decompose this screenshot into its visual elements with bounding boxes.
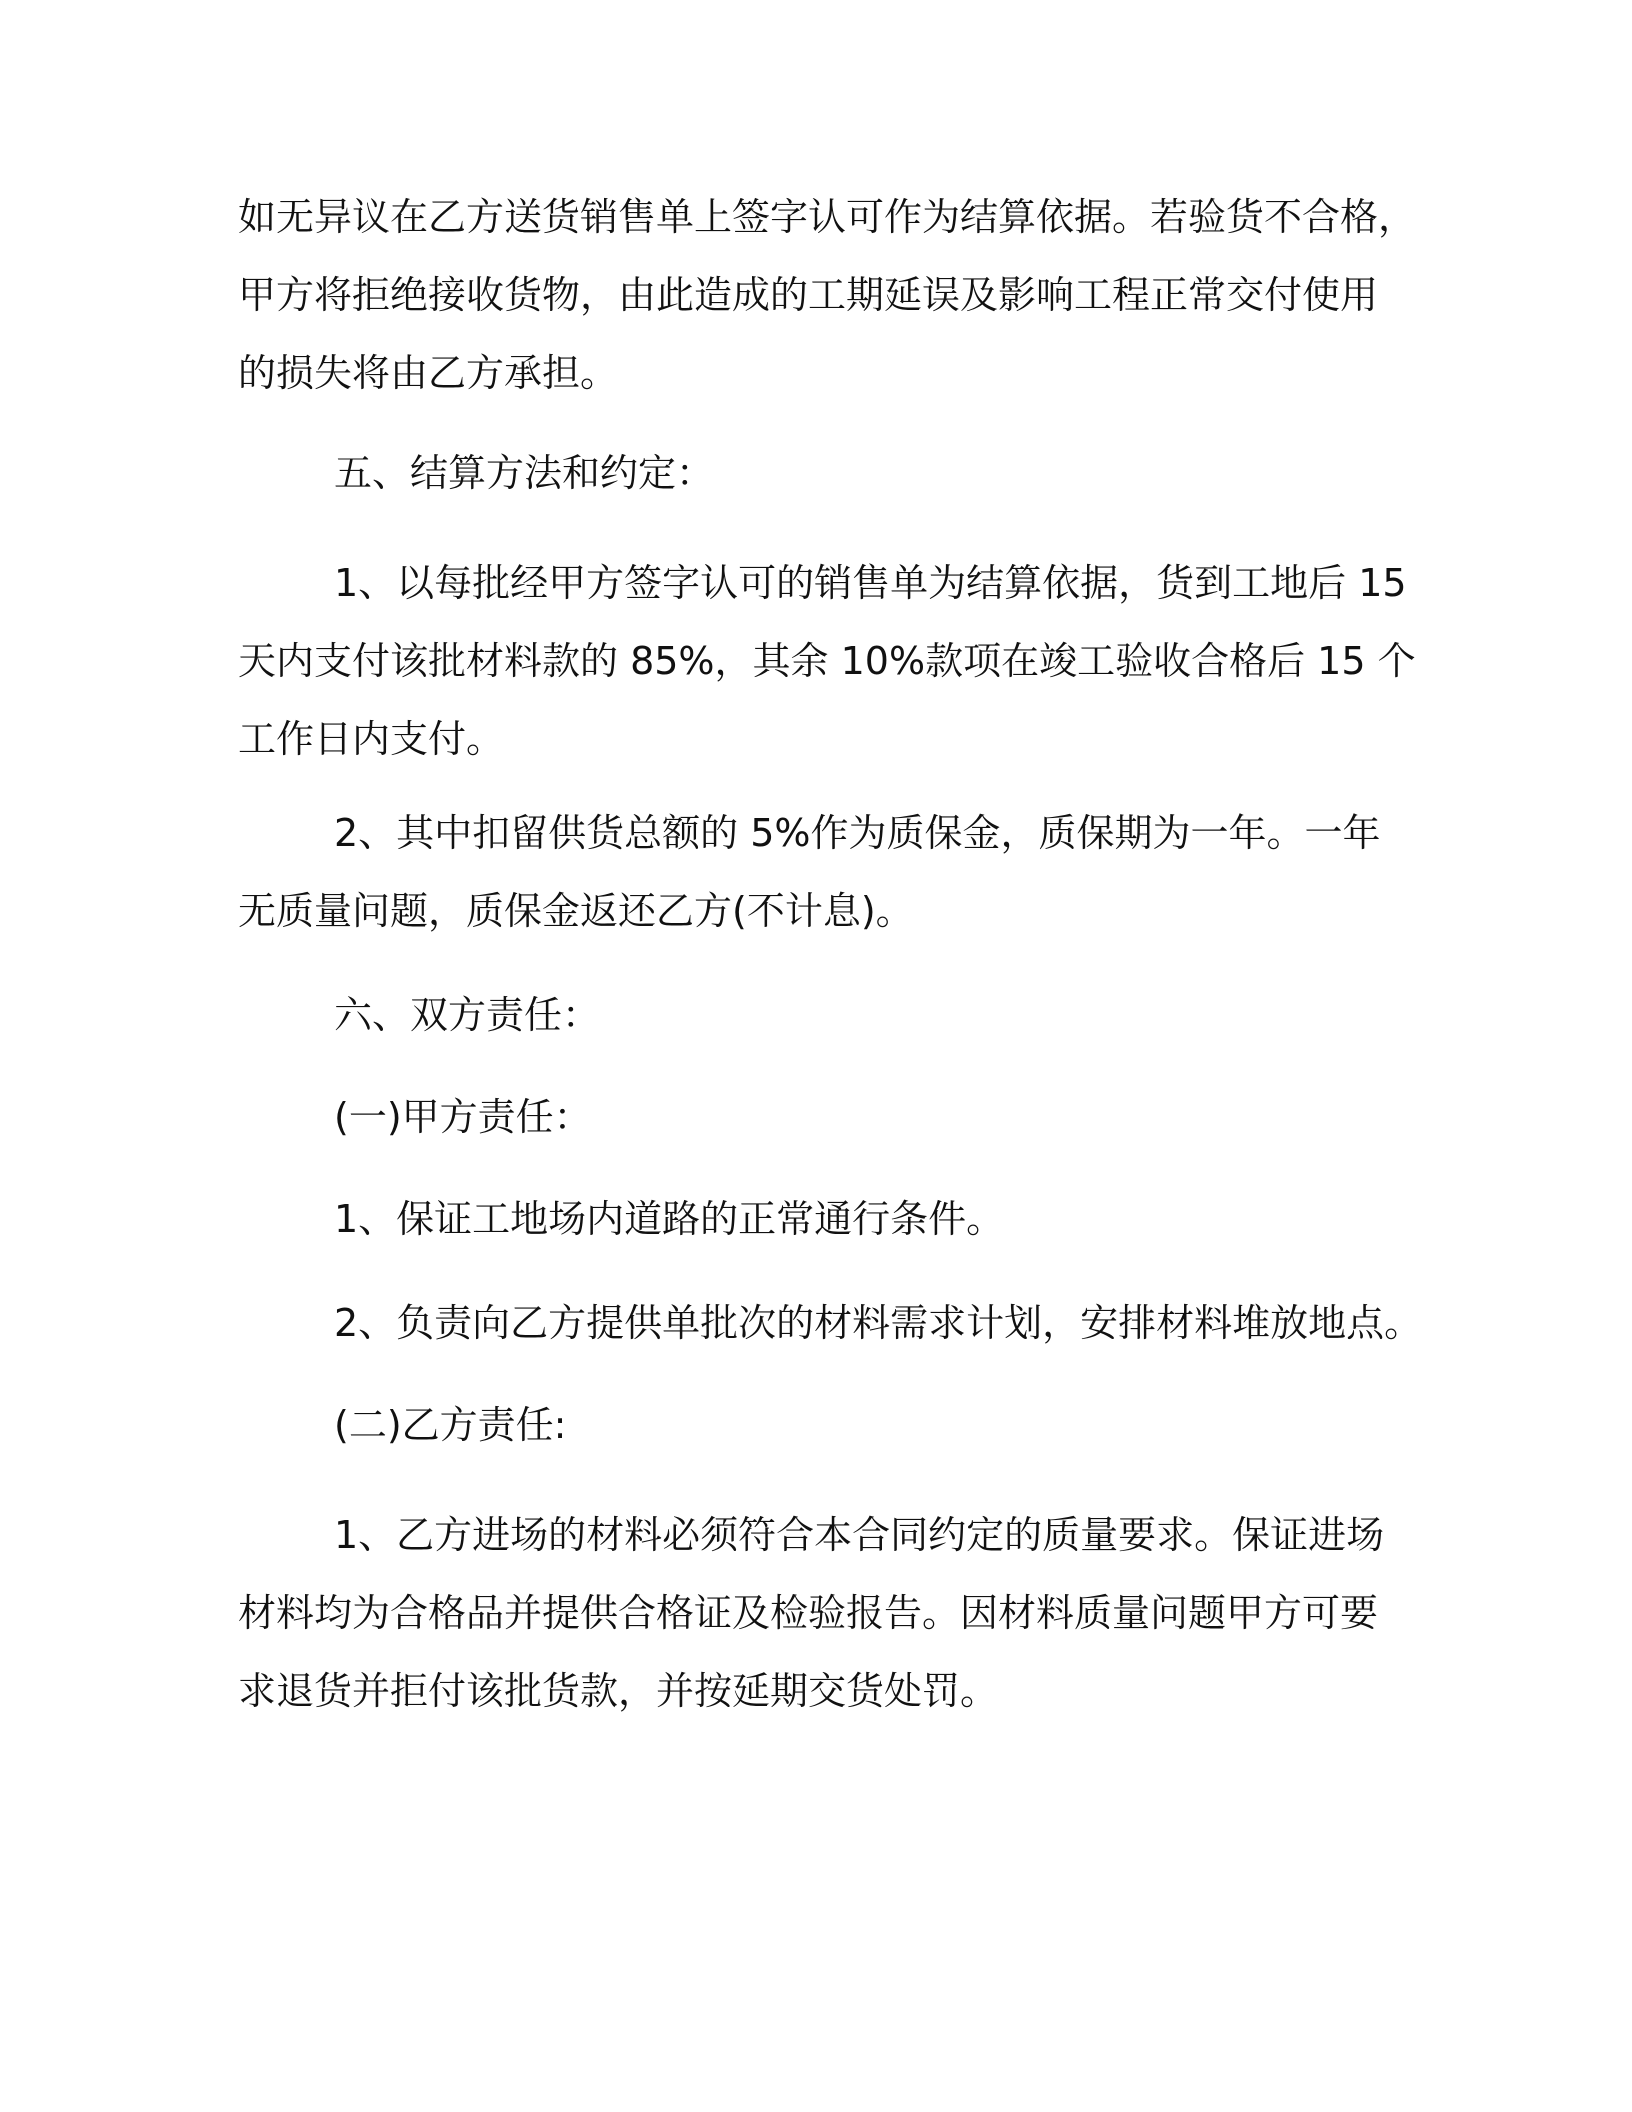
heading-line: 六、双方责任： [334, 993, 601, 1037]
paragraph-4 [238, 794, 1398, 950]
party-a-item-1 [238, 1180, 1398, 1258]
paragraph-line: 无质量问题，质保金返还乙方(不计息)。 [238, 889, 914, 933]
subheading-party-a [238, 1078, 1398, 1156]
paragraph-line: 工作日内支付。 [238, 717, 505, 761]
paragraph-3 [238, 544, 1416, 778]
paragraph-line: 1、以每批经甲方签字认可的销售单为结算依据，货到工地后 15 [334, 561, 1407, 605]
heading-line: 五、结算方法和约定： [334, 451, 715, 495]
section-heading-5 [238, 434, 1398, 512]
paragraph-line: 天内支付该批材料款的 85%，其余 10%款项在竣工验收合格后 15 个 [238, 639, 1416, 683]
heading-line: (一)甲方责任： [334, 1095, 592, 1139]
party-a-item-2 [238, 1284, 1423, 1362]
heading-line: (二)乙方责任: [334, 1403, 567, 1447]
subheading-party-b [238, 1386, 1398, 1464]
paragraph-line: 如无异议在乙方送货销售单上签字认可作为结算依据。若验货不合格， [238, 195, 1417, 239]
paragraph-line: 1、乙方进场的材料必须符合本合同约定的质量要求。保证进场 [334, 1513, 1385, 1557]
paragraph-line: 求退货并拒付该批货款，并按延期交货处罚。 [238, 1669, 999, 1713]
paragraph-line: 甲方将拒绝接收货物，由此造成的工期延误及影响工程正常交付使用 [238, 273, 1379, 317]
paragraph-line: 材料均为合格品并提供合格证及检验报告。因材料质量问题甲方可要 [238, 1591, 1379, 1635]
paragraph-line: 2、其中扣留供货总额的 5%作为质保金，质保期为一年。一年 [334, 811, 1381, 855]
party-b-item-1 [238, 1496, 1398, 1730]
section-heading-6 [238, 976, 1398, 1054]
paragraph-line: 2、负责向乙方提供单批次的材料需求计划，安排材料堆放地点。 [334, 1301, 1423, 1345]
paragraph-1 [238, 178, 1417, 412]
paragraph-line: 的损失将由乙方承担。 [238, 351, 619, 395]
paragraph-line: 1、保证工地场内道路的正常通行条件。 [334, 1197, 1005, 1241]
